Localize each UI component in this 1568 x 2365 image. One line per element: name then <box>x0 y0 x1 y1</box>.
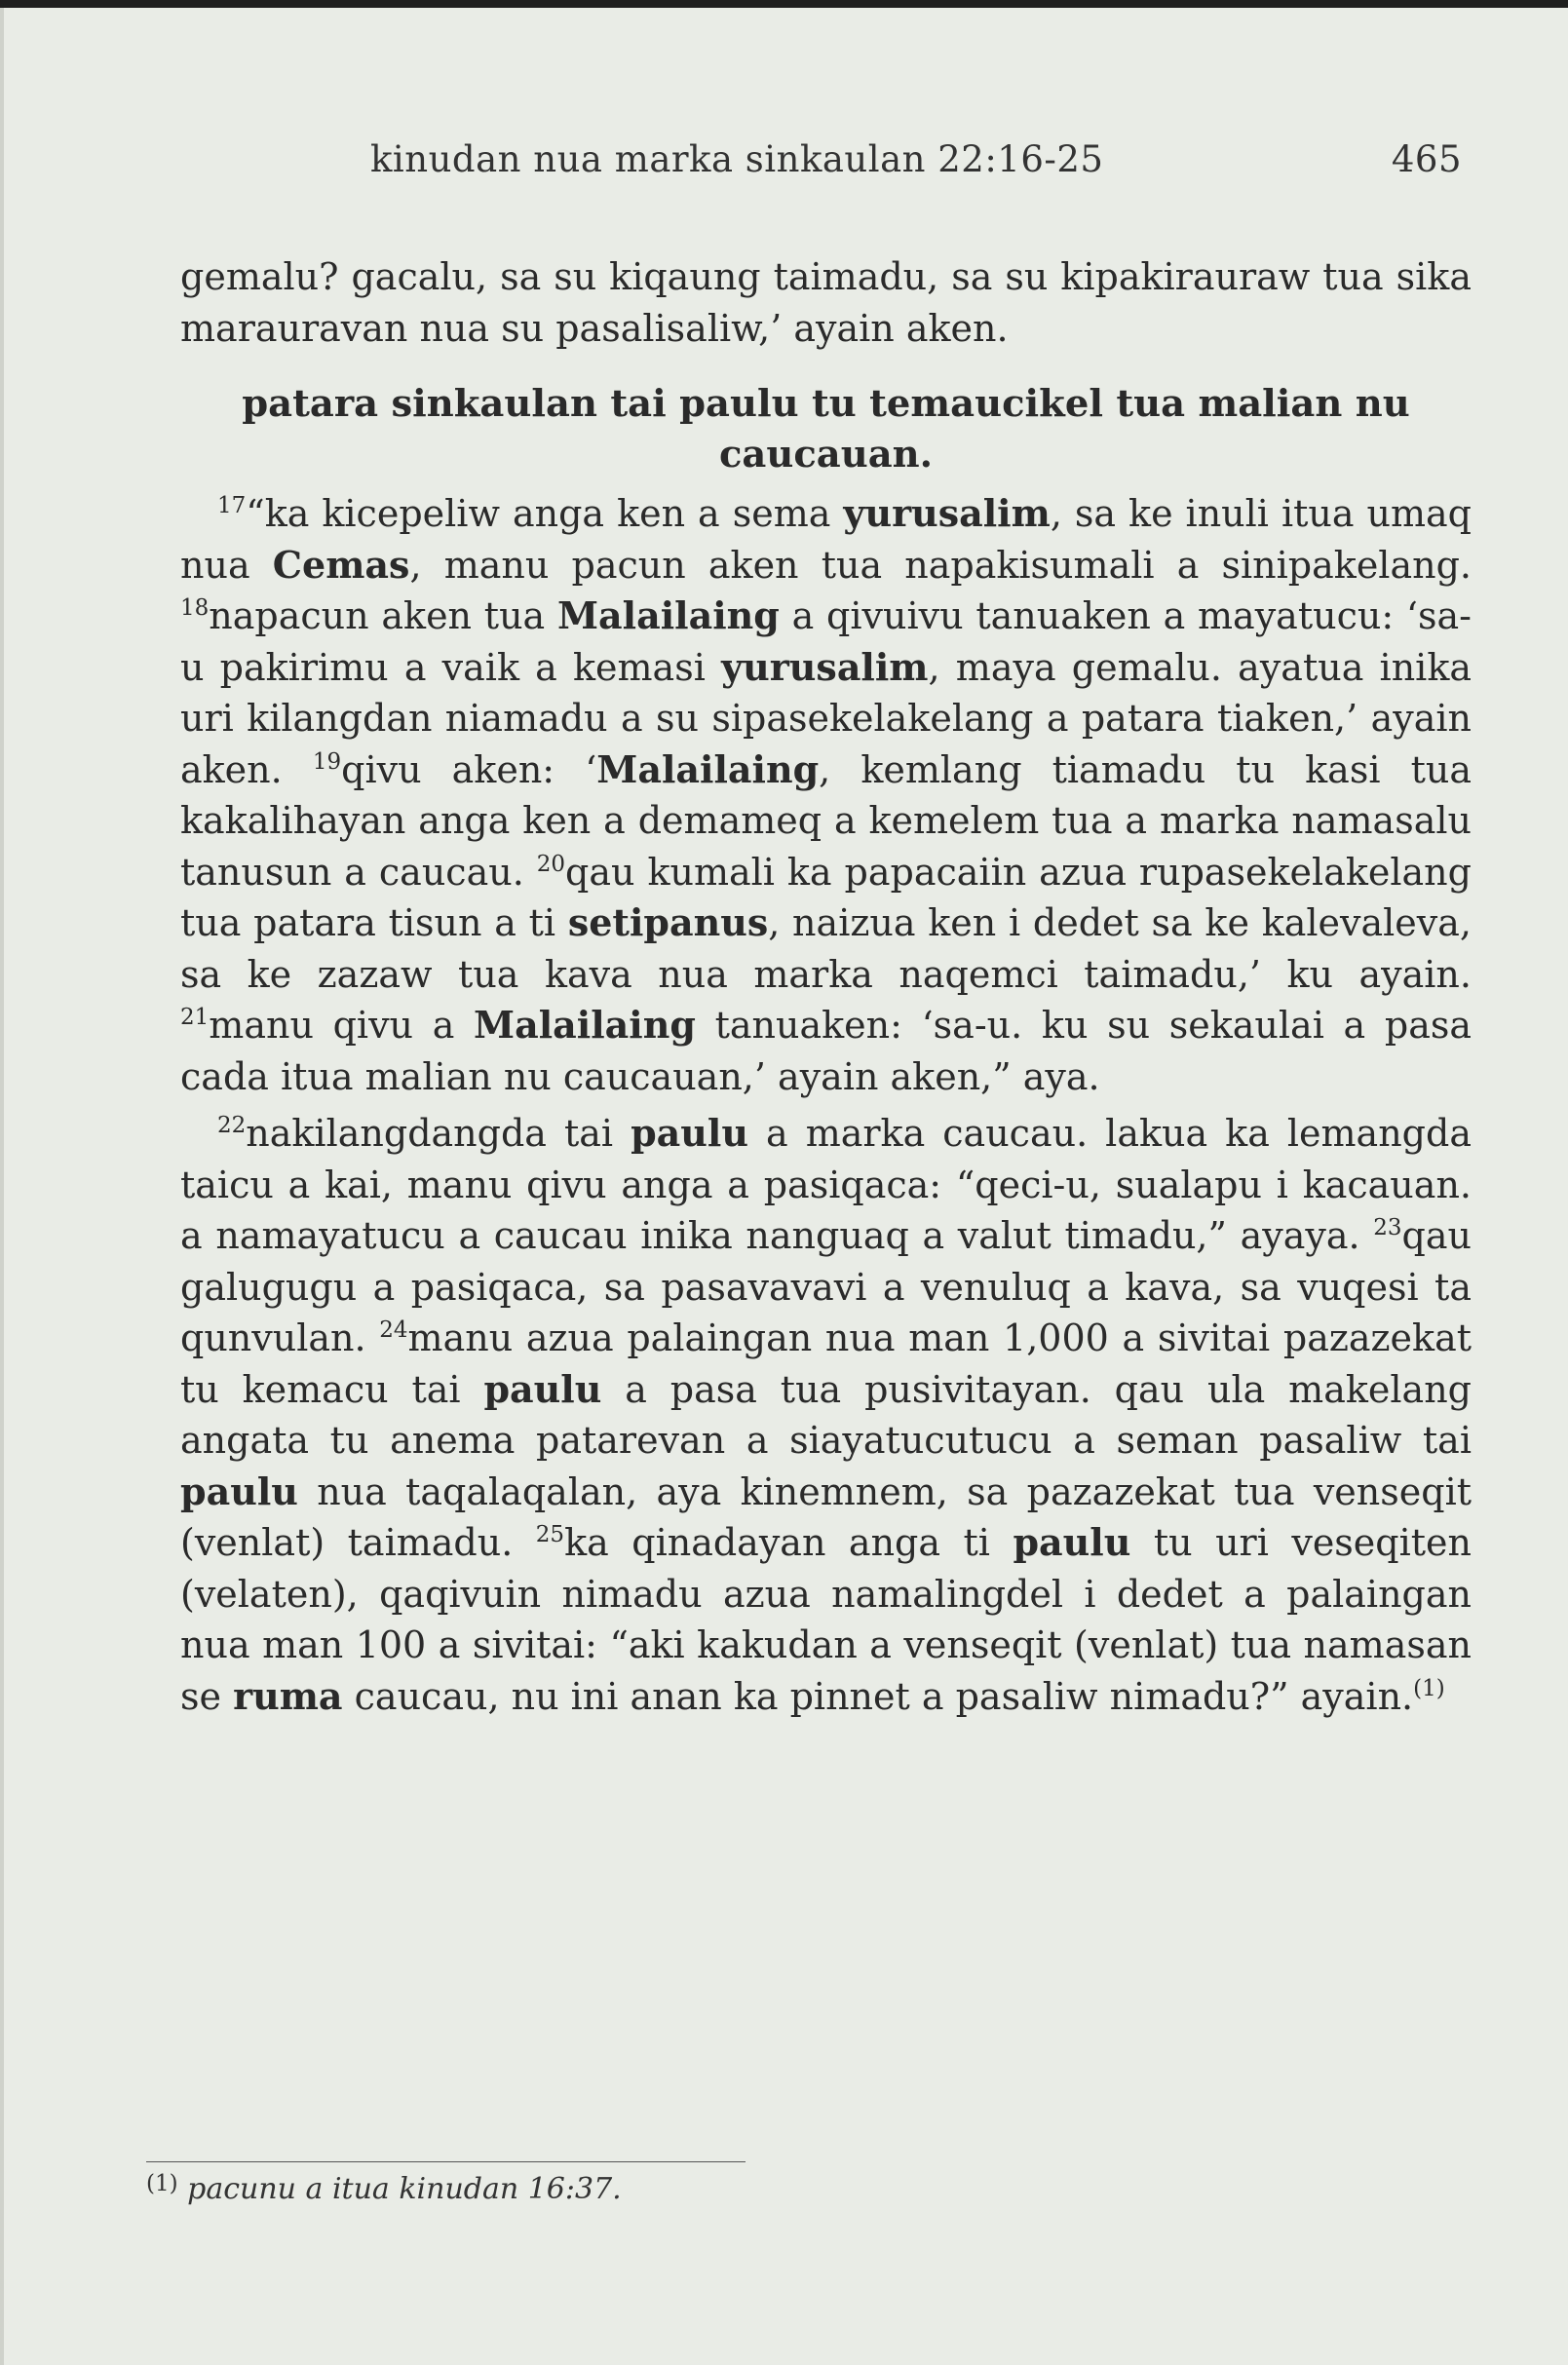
verse-text: tanuaken: ‘sa-u. ku su sekaulai a pasa cada itua malian nu caucauan,’ ayain aken,” aya. <box>180 1004 1472 1098</box>
running-head-title: kinudan nua marka sinkaulan 22:16-25 <box>370 138 1104 180</box>
verse-text: manu qivu a <box>209 1004 475 1047</box>
bold-name: Malailaing <box>556 593 780 637</box>
verse-text: qau kumali ka papacaiin azua rupasekelakelang tua patara tisun a ti <box>180 850 1472 944</box>
verse-text: qivu aken: ‘ <box>341 747 597 791</box>
verse-text: , maya gemalu. ayatua inika uri kilangdan niamadu a su sipasekelakelang a patara tiaken,’ ayain aken. <box>180 645 1472 791</box>
verse-text: nua taqalaqalan, aya kinemnem, sa pazazekat tua venseqit (venlat) taimadu. <box>180 1469 1472 1564</box>
verse-text: tu uri veseqiten (velaten), qaqivuin nimadu azua namalingdel i dedet a palaingan nua man 100 a sivitai: “aki kakudan a venseqit (venlat) tua namasan se <box>180 1521 1472 1718</box>
verse-number: 19 <box>312 748 342 775</box>
verse-text: manu azua palaingan nua man 1,000 a sivitai pazazekat tu kemacu tai <box>180 1316 1472 1411</box>
verse-text: caucau, nu ini anan ka pinnet a pasaliw nimadu?” ayain. <box>342 1674 1414 1718</box>
verse-number: 22 <box>217 1113 247 1138</box>
bold-name: paulu <box>631 1111 748 1155</box>
bold-name: ruma <box>233 1673 343 1718</box>
bold-name: paulu <box>483 1366 602 1411</box>
bold-name: yurusalim <box>843 491 1051 535</box>
bold-name: paulu <box>180 1469 298 1513</box>
verse-number: 25 <box>535 1522 565 1547</box>
footnote <box>146 2171 1316 2206</box>
paragraph-text: gemalu? gacalu, sa su kiqaung taimadu, sa su kipakirauraw tua sika marauravan nua su pasalisaliw,’ ayain aken. <box>180 255 1472 350</box>
bold-name: Cemas <box>272 542 410 587</box>
bold-name: paulu <box>1013 1520 1131 1564</box>
verse-text: , kemlang tiamadu tu kasi tua kakalihayan anga ken a demameq a kemelem tua a marka namasalu tanusun a caucau. <box>180 747 1472 894</box>
footnote-divider <box>146 2161 746 2162</box>
verse-text: a marka caucau. lakua ka lemangda taicu a kai, manu qivu anga a pasiqaca: “qeci-u, sualapu i kacauan. a namayatucu a caucau inika nanguaq a valut timadu,” ayaya. <box>180 1112 1472 1257</box>
verse-number: 20 <box>536 851 566 877</box>
verse-text: qau galugugu a pasiqaca, sa pasavavavi a venuluq a kava, sa vuqesi ta qunvulan. <box>180 1214 1472 1359</box>
verse-text: napacun aken tua <box>209 594 557 637</box>
footnote-reference: (1) <box>1413 1675 1445 1701</box>
verse-number: 23 <box>1373 1215 1402 1240</box>
paragraph-verses-22-25 <box>180 1108 1472 1722</box>
main-text <box>180 251 1472 1722</box>
verse-text: a pasa tua pusivitayan. qau ula makelang angata tu anema patarevan a siayatucutucu a seman pasaliw tai <box>180 1367 1472 1462</box>
verse-number: 21 <box>180 1005 210 1030</box>
section-heading: patara sinkaulan tai paulu tu temaucikel tua malian nu caucauan. <box>242 382 1410 477</box>
bold-name: yurusalim <box>721 644 929 689</box>
verse-text: nakilangdangda tai <box>246 1112 631 1155</box>
bold-name: Malailaing <box>596 746 820 791</box>
bold-name: setipanus <box>567 900 769 944</box>
running-head <box>370 138 1462 180</box>
verse-text: , manu pacun aken tua napakisumali a sinipakelang. <box>409 543 1472 587</box>
page-number: 465 <box>1391 138 1462 180</box>
paragraph-verses-17-21 <box>180 488 1472 1102</box>
verse-number: 24 <box>379 1317 408 1343</box>
footnote-text: pacunu a itua kinudan 16:37. <box>187 2172 622 2206</box>
verse-text: a qivuivu tanuaken a mayatucu: ‘sa-u pakirimu a vaik a kemasi <box>180 594 1472 689</box>
verse-number: 18 <box>180 595 210 621</box>
verse-text: , sa ke inuli itua umaq nua <box>180 492 1472 587</box>
verse-text: ka qinadayan anga ti <box>564 1521 1013 1564</box>
verse-number: 17 <box>217 493 247 518</box>
paragraph-continued <box>180 251 1472 354</box>
verse-text: “ka kicepeliw anga ken a sema <box>246 492 844 535</box>
verse-text: , naizua ken i dedet sa ke kalevaleva, sa ke zazaw tua kava nua marka naqemci taimadu,’ ku ayain. <box>180 901 1472 996</box>
bold-name: Malailaing <box>474 1003 696 1047</box>
footnote-mark: (1) <box>146 2171 178 2196</box>
